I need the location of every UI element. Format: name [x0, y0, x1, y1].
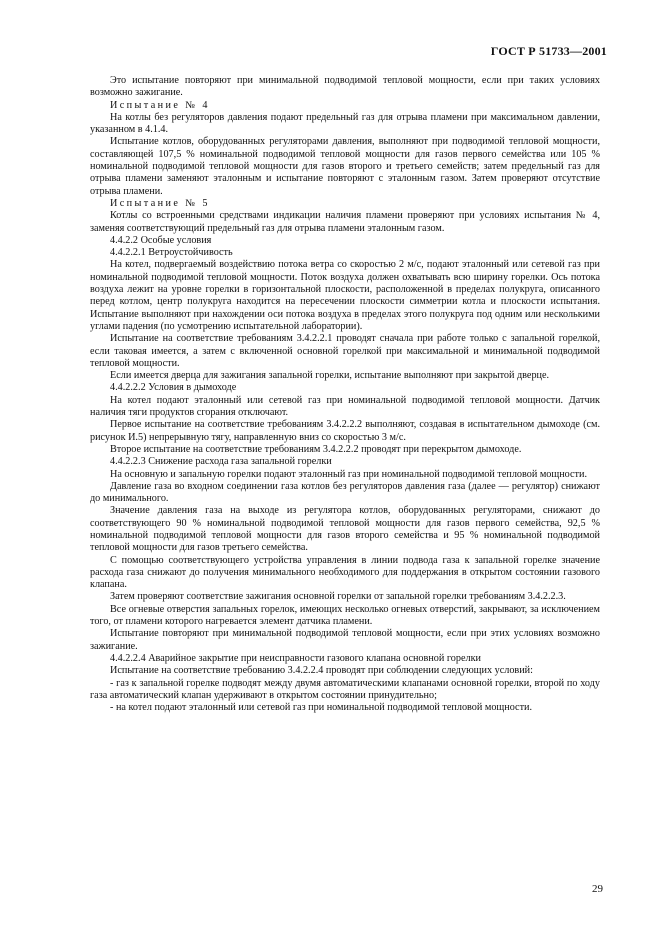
section-heading: 4.4.2.2 Особые условия: [110, 234, 212, 246]
paragraph: Первое испытание на соответствие требованиям 3.4.2.2.2 выполняют, создавая в испытательном дымоходе (см. рисунок И.5) непрерывную тягу, направленную вниз со скоростью 3 м/с.: [90, 419, 600, 443]
paragraph: На основную и запальную горелки подают эталонный газ при номинальной подводимой тепловой мощности.: [110, 468, 587, 480]
paragraph: Котлы со встроенными средствами индикации наличия пламени проверяют при условиях испытания № 4, заменяя соответствующий предельный газ для отрыва пламени эталонным газом.: [90, 210, 600, 234]
list-item: - на котел подают эталонный или сетевой газ при номинальной подводимой тепловой мощности.: [110, 702, 533, 714]
document-body: [90, 75, 600, 714]
paragraph: Второе испытание на соответствие требованиям 3.4.2.2.2 проводят при перекрытом дымоходе.: [110, 443, 522, 455]
test-heading: Испытание № 4: [110, 99, 210, 111]
section-heading: 4.4.2.2.1 Ветроустойчивость: [110, 247, 233, 259]
paragraph: Испытание котлов, оборудованных регуляторами давления, выполняют при подводимой тепловой мощности, составляющей 107,5 % номинальной подводимой тепловой мощности для газов первого семейства или 105 % номинальной подводимой тепловой мощности для газов второго и третьего семейств; затем предельный газ для отрыва пламени заменяют эталонным и испытание повторяют с эталонным газом. Затем проверяют отсутствие отрыва пламени.: [90, 136, 600, 197]
section-heading: 4.4.2.2.3 Снижение расхода газа запальной горелки: [110, 456, 332, 468]
page-header-standard-id: ГОСТ Р 51733—2001: [490, 44, 607, 58]
paragraph: Затем проверяют соответствие зажигания основной горелки от запальной горелки требованиям 3.4.2.2.3.: [110, 591, 566, 603]
page-number: 29: [592, 883, 603, 895]
paragraph: На котел, подвергаемый воздействию потока ветра со скоростью 2 м/с, подают эталонный или сетевой газ при номинальной подводимой тепловой мощности. Поток воздуха должен охватывать всю ширину горелки. Ось потока воздуха лежит на уровне горелки в горизонтальной плоскости, расположенной в пределах полукруга, описанного перед котлом, центр полукруга находится на пересечении плоскости симметрии котла и плоскости испытания. Испытание выполняют при нахождении оси потока воздуха в пределах этого полукруга под одним или несколькими углами падения (по усмотрению испытательной лаборатории).: [90, 259, 600, 332]
paragraph: Испытание на соответствие требованию 3.4.2.2.4 проводят при соблюдении следующих условий:: [110, 665, 533, 677]
paragraph: На котел подают эталонный или сетевой газ при номинальной подводимой тепловой мощности. Датчик наличия тяги продуктов сгорания отключают.: [90, 394, 600, 419]
paragraph: Это испытание повторяют при минимальной подводимой тепловой мощности, если при таких условиях возможно зажигание.: [90, 75, 600, 99]
section-heading: 4.4.2.2.4 Аварийное закрытие при неисправности газового клапана основной горелки: [110, 652, 482, 664]
list-item: - газ к запальной горелке подводят между двумя автоматическими клапанами основной горелки, второй по ходу газа автоматический клапан удерживают в открытом состоянии принудительно;: [90, 677, 600, 701]
paragraph: Все огневые отверстия запальных горелок, имеющих несколько огневых отверстий, закрывают, за исключением того, от пламени которого нагревается элемент датчика пламени.: [90, 603, 600, 628]
paragraph: На котлы без регуляторов давления подают предельный газ для отрыва пламени при максимальном давлении, указанном в 4.1.4.: [90, 111, 600, 136]
section-heading: 4.4.2.2.2 Условия в дымоходе: [110, 382, 237, 394]
paragraph: Если имеется дверца для зажигания запальной горелки, испытание выполняют при закрытой дверце.: [110, 370, 550, 382]
paragraph: Испытание на соответствие требованиям 3.4.2.2.1 проводят сначала при работе только с запальной горелкой, если таковая имеется, а затем с включенной основной горелкой при максимальной и минимальной подводимой тепловой мощности.: [90, 333, 600, 369]
paragraph: Испытание повторяют при минимальной подводимой тепловой мощности, если при этих условиях возможно зажигание.: [90, 628, 600, 652]
paragraph: Значение давления газа на выходе из регулятора котлов, оборудованных регуляторами, снижают до соответствующего 90 % номинальной подводимой тепловой мощности для газов первого семейства, 92,5 % номинальной подводимой тепловой мощности для газов второго семейства и 95 % номинальной подводимой тепловой мощности для газов третьего семейства.: [90, 505, 600, 554]
test-heading: Испытание № 5: [110, 197, 210, 209]
paragraph: Давление газа во входном соединении газа котлов без регуляторов давления газа (далее — регулятор) снижают до минимального.: [90, 480, 600, 505]
paragraph: С помощью соответствующего устройства управления в линии подвода газа к запальной горелке значение расхода газа снижают до получения минимального необходимого для поддержания в открытом состоянии газового клапана.: [90, 554, 600, 591]
